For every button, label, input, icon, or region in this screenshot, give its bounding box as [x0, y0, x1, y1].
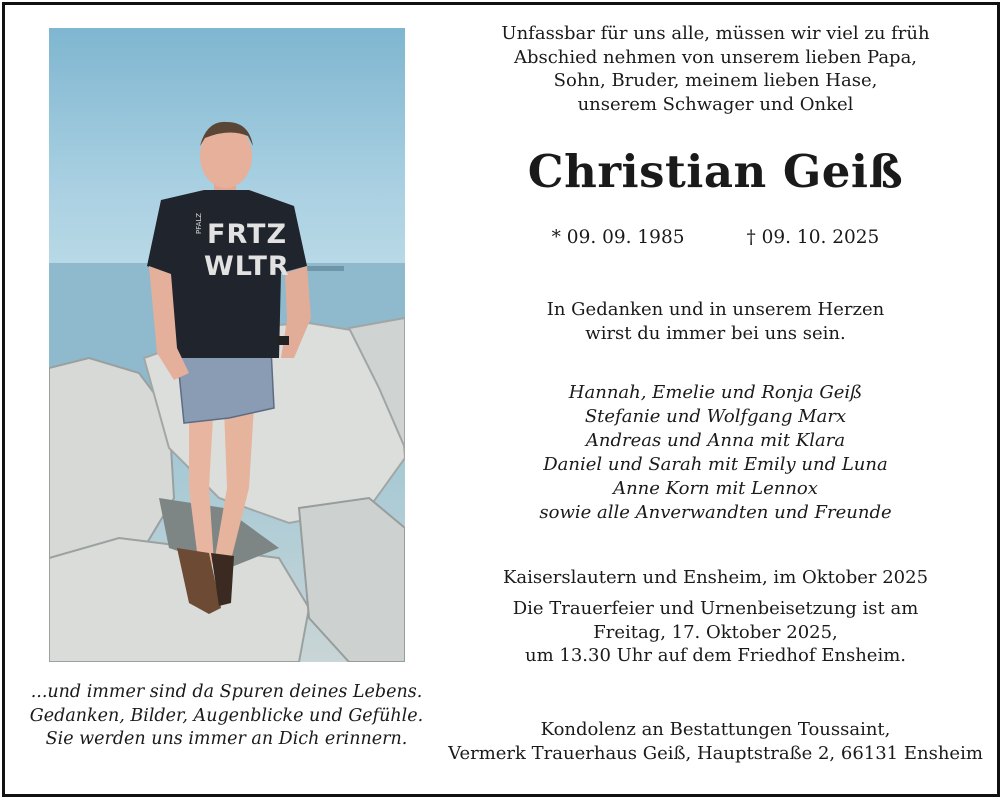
mourner-line: Anne Korn mit Lennox: [613, 478, 818, 499]
intro-line: Unfassbar für uns alle, müssen wir viel zu früh: [501, 23, 930, 44]
condolence-line: Vermerk Trauerhaus Geiß, Hauptstraße 2, 66131 Ensheim: [448, 743, 983, 764]
funeral-line: Freitag, 17. Oktober 2025,: [593, 621, 838, 643]
condolence-line: Kondolenz an Bestattungen Toussaint,: [540, 719, 891, 740]
funeral-line: Die Trauerfeier und Urnenbeisetzung ist am: [512, 598, 919, 619]
thoughts-line: wirst du immer bei uns sein.: [585, 323, 846, 344]
intro-line: Sohn, Bruder, meinem lieben Hase,: [553, 70, 878, 91]
quote-line: Gedanken, Bilder, Augenblicke und Gefühle.: [29, 705, 424, 726]
mourner-line: Stefanie und Wolfgang Marx: [584, 406, 847, 427]
life-dates: [433, 226, 998, 250]
mourner-line: Hannah, Emelie und Ronja Geiß: [568, 382, 863, 403]
deceased-name: Christian Geiß: [527, 145, 904, 198]
funeral-info: [433, 597, 998, 668]
birth-date: * 09. 09. 1985: [551, 227, 685, 248]
mourner-line: sowie alle Anverwandten und Freunde: [539, 502, 892, 523]
portrait-illustration: [49, 28, 405, 662]
quote-line: Sie werden uns immer an Dich erinnern.: [45, 729, 408, 749]
death-date: † 09. 10. 2025: [746, 227, 880, 248]
shirt-text-line2: WLTR: [204, 251, 290, 282]
intro-text: [433, 22, 998, 116]
quote-line: ...und immer sind da Spuren deines Lebens.: [30, 682, 423, 702]
thoughts-text: [433, 298, 998, 346]
wristwatch: [277, 336, 289, 345]
place-and-date: Kaiserslautern und Ensheim, im Oktober 2025: [502, 567, 929, 588]
funeral-line: um 13.30 Uhr auf dem Friedhof Ensheim.: [525, 645, 906, 666]
mourners-list: [433, 381, 998, 525]
portrait-photo: [49, 28, 405, 662]
shorts: [177, 348, 274, 423]
rock-bottom-right: [299, 498, 405, 662]
distant-ship: [304, 266, 344, 271]
thoughts-line: In Gedanken und in unserem Herzen: [546, 299, 885, 320]
memorial-quote: [10, 681, 443, 752]
shirt-text-small: PFALZ: [195, 212, 203, 234]
mourner-line: Daniel und Sarah mit Emily und Luna: [543, 454, 888, 475]
mourner-line: Andreas und Anna mit Klara: [585, 430, 846, 451]
condolence-info: [433, 718, 998, 766]
intro-line: Abschied nehmen von unserem lieben Papa,: [513, 46, 918, 68]
shirt-text-line1: FRTZ: [207, 219, 288, 250]
intro-line: unserem Schwager und Onkel: [577, 93, 854, 115]
